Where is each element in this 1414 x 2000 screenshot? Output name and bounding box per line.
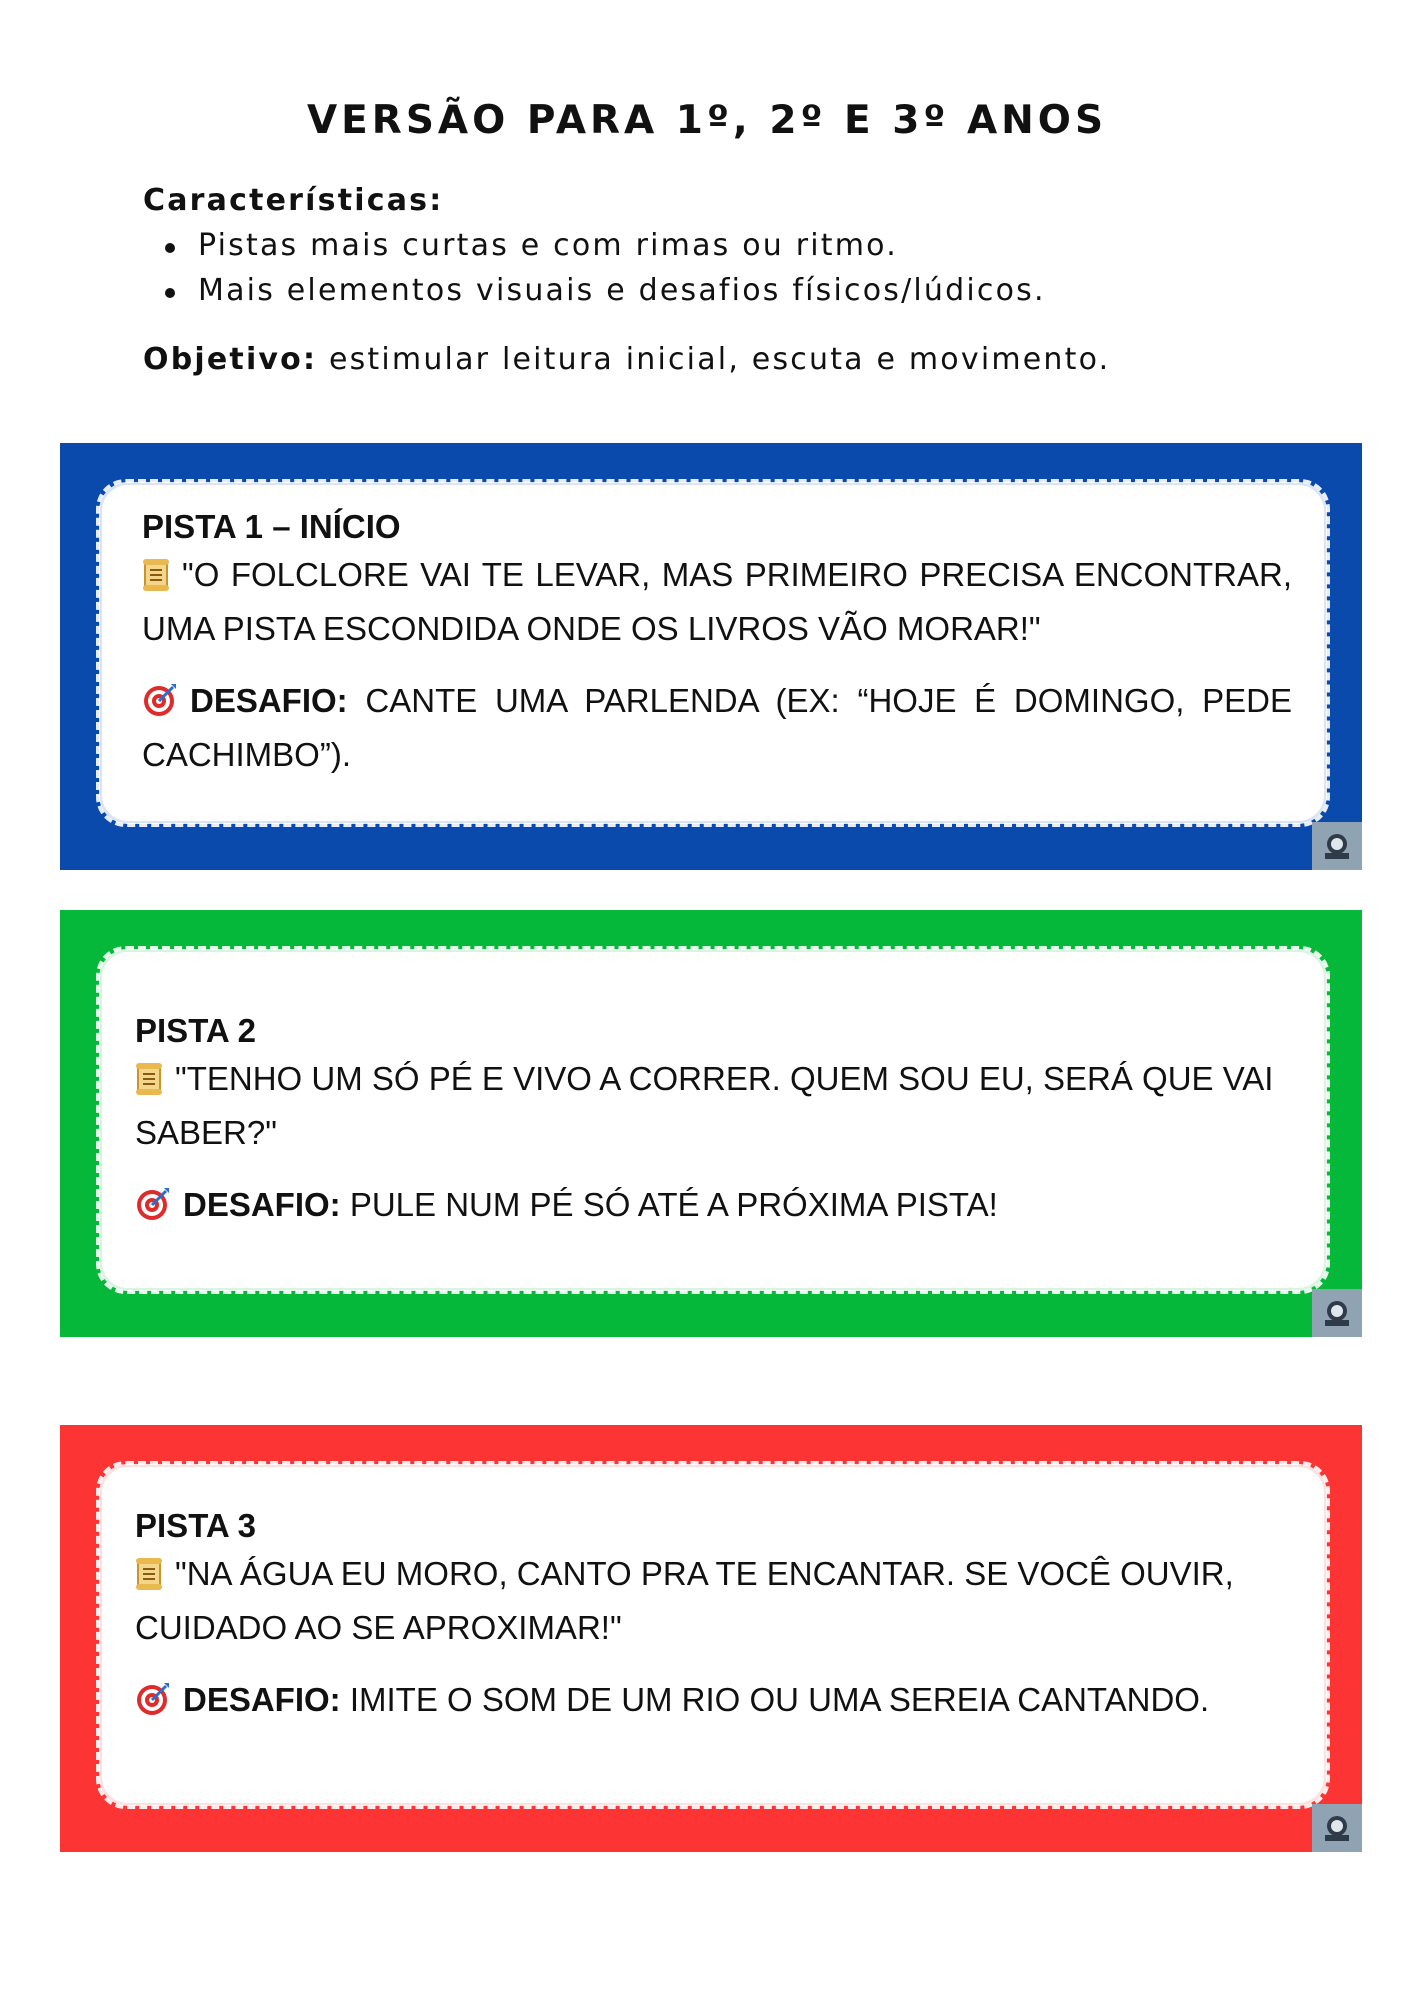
list-item: Pistas mais curtas e com rimas ou ritmo. (198, 223, 1293, 268)
clue-card (102, 485, 1324, 821)
logo-badge (1312, 822, 1362, 870)
clue-content (142, 503, 1292, 779)
scroll-icon (142, 557, 170, 605)
clue-title: PISTA 1 – INÍCIO (142, 508, 401, 545)
clue-text-paragraph (135, 1550, 1285, 1652)
clue-text-paragraph (135, 1055, 1285, 1157)
target-icon (135, 1186, 171, 1235)
clue-panel-3 (60, 1425, 1362, 1852)
challenge-paragraph (142, 677, 1292, 779)
target-icon (142, 682, 178, 731)
clue-title: PISTA 2 (135, 1012, 257, 1049)
challenge-text: IMITE O SOM DE UM RIO OU UMA SEREIA CANTANDO. (340, 1681, 1210, 1718)
clue-text: "TENHO UM SÓ PÉ E VIVO A CORRER. QUEM SOU EU, SERÁ QUE VAI SABER?" (135, 1060, 1274, 1151)
challenge-text: PULE NUM PÉ SÓ ATÉ A PRÓXIMA PISTA! (340, 1186, 998, 1223)
challenge-paragraph (135, 1676, 1285, 1730)
challenge-label: DESAFIO: (183, 1186, 341, 1223)
page-title: VERSÃO PARA 1º, 2º E 3º ANOS (306, 98, 1108, 143)
clue-content (135, 1007, 1285, 1235)
logo-badge (1312, 1804, 1362, 1852)
logo-badge (1312, 1289, 1362, 1337)
challenge-paragraph (135, 1181, 1285, 1235)
clue-card (102, 952, 1324, 1288)
scroll-icon (135, 1556, 163, 1604)
scroll-icon (135, 1061, 163, 1109)
clue-text: "NA ÁGUA EU MORO, CANTO PRA TE ENCANTAR. SE VOCÊ OUVIR, CUIDADO AO SE APROXIMAR!" (135, 1555, 1234, 1646)
clue-title: PISTA 3 (135, 1507, 257, 1544)
clue-card (102, 1467, 1324, 1803)
characteristics-heading: Características: (143, 183, 444, 218)
clue-content (135, 1502, 1285, 1730)
intro-section (143, 178, 1293, 382)
list-item: Mais elementos visuais e desafios físicos/lúdicos. (198, 268, 1293, 313)
characteristics-list (143, 223, 1293, 313)
target-icon (135, 1681, 171, 1730)
challenge-label: DESAFIO: (183, 1681, 341, 1718)
objective-label: Objetivo: (143, 342, 318, 377)
clue-panel-2 (60, 910, 1362, 1337)
objective-text: estimular leitura inicial, escuta e movimento. (317, 342, 1111, 377)
clue-panel-1 (60, 443, 1362, 870)
challenge-text: CANTE UMA PARLENDA (EX: “HOJE É DOMINGO, PEDE CACHIMBO”). (142, 682, 1292, 773)
objective-line (143, 337, 1293, 382)
clue-text-paragraph (142, 551, 1292, 653)
clue-text: "O FOLCLORE VAI TE LEVAR, MAS PRIMEIRO PRECISA ENCONTRAR, UMA PISTA ESCONDIDA ONDE OS LIVROS VÃO MORAR!" (142, 556, 1292, 647)
challenge-label: DESAFIO: (190, 682, 348, 719)
